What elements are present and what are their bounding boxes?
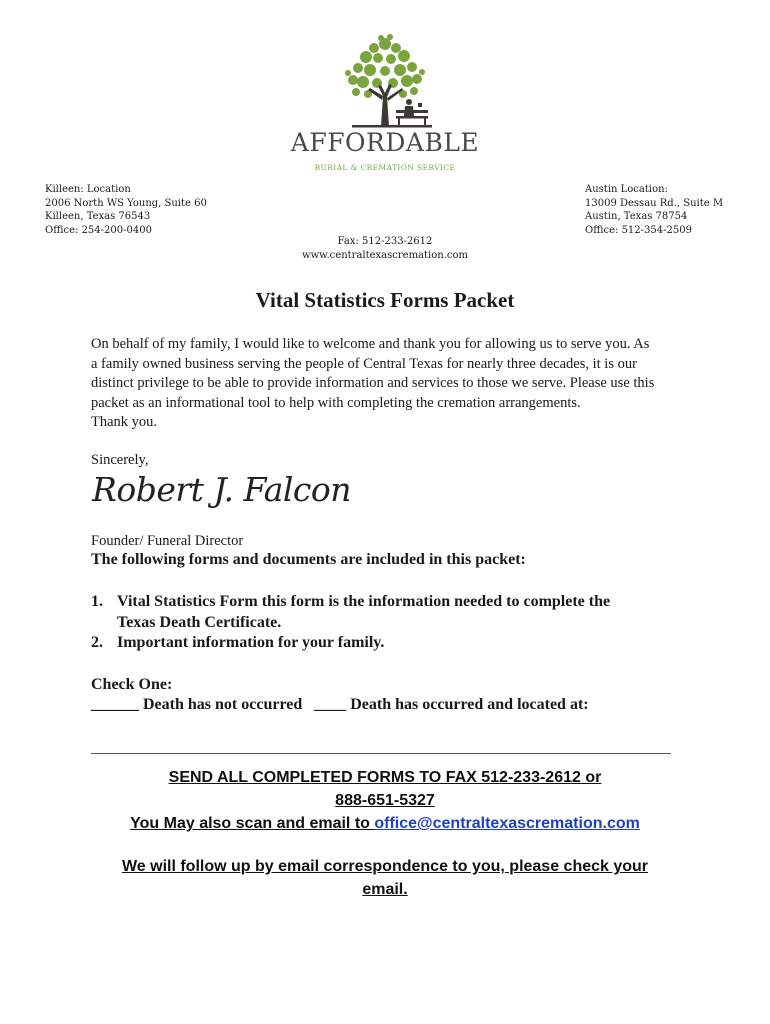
company-tagline: BURIAL & CREMATION SERVICE [314,163,456,172]
fax-notice: SEND ALL COMPLETED FORMS TO FAX 512-233-2612 or [168,769,602,786]
killeen-label: Killeen: Location [45,184,131,195]
page-title: Vital Statistics Forms Packet [255,288,515,312]
austin-city: Austin, Texas 78754 [585,211,688,222]
company-name: AFFORDABLE [290,128,480,157]
list-item-text: Vital Statistics Form this form is the information needed to complete the [117,593,611,610]
list-item [91,633,691,654]
killeen-street: 2006 North WS Young, Suite 60 [45,197,207,209]
check-options [91,695,691,715]
list-number: 2. [91,634,103,651]
list-item-text: Important information for your family. [117,634,385,651]
letter-line: Thank you. [91,414,158,430]
location-blank-line[interactable] [91,753,671,754]
list-item-text: Texas Death Certificate. [117,613,282,631]
followup-notice: We will follow up by email correspondence to you, please check your [121,858,649,875]
followup-notice-end: email. [362,881,408,898]
austin-address-block [585,183,723,237]
check-heading: Check One: [91,676,173,693]
email-notice-text: You May also scan and email to [130,815,375,832]
company-logo [282,30,488,180]
killeen-address-block [45,183,207,237]
letter-line: distinct privilege to be able to provide information and services to those we serve. Please use this [91,375,655,391]
death-occurred-option[interactable]: ____ Death has occurred and located at: [314,696,589,713]
killeen-city: Killeen, Texas 76543 [45,211,151,222]
included-list [91,592,691,654]
letter-closing: Sincerely, [91,452,149,468]
email-link[interactable]: office@centraltexascremation.com [374,815,640,832]
letter-line: On behalf of my family, I would like to welcome and thank you for allowing us to serve you. As [91,336,650,352]
austin-label: Austin Location: [585,184,668,195]
signer-title: Founder/ Funeral Director [91,533,244,549]
letter-line: a family owned business serving the people of Central Texas for nearly three decades, it is our [91,355,637,372]
letter-body [91,335,691,433]
fax-notice-number: 888-651-5327 [335,792,435,809]
email-notice [60,813,710,835]
tree-bench-icon [282,30,488,130]
list-number: 1. [91,593,103,610]
letter-line: packet as an informational tool to help with completing the cremation arrangements. [91,394,581,411]
signature: Robert J. Falcon [92,470,352,509]
fax-number: Fax: 512-233-2612 [337,236,433,247]
website-link[interactable]: www.centraltexascremation.com [302,250,468,261]
included-heading: The following forms and documents are included in this packet: [91,551,526,568]
austin-street: 13009 Dessau Rd., Suite M [585,197,724,209]
austin-phone: Office: 512-354-2509 [585,224,692,236]
death-not-occurred-option[interactable]: ______ Death has not occurred [91,696,303,713]
list-item [91,592,691,633]
killeen-phone: Office: 254-200-0400 [45,224,152,236]
